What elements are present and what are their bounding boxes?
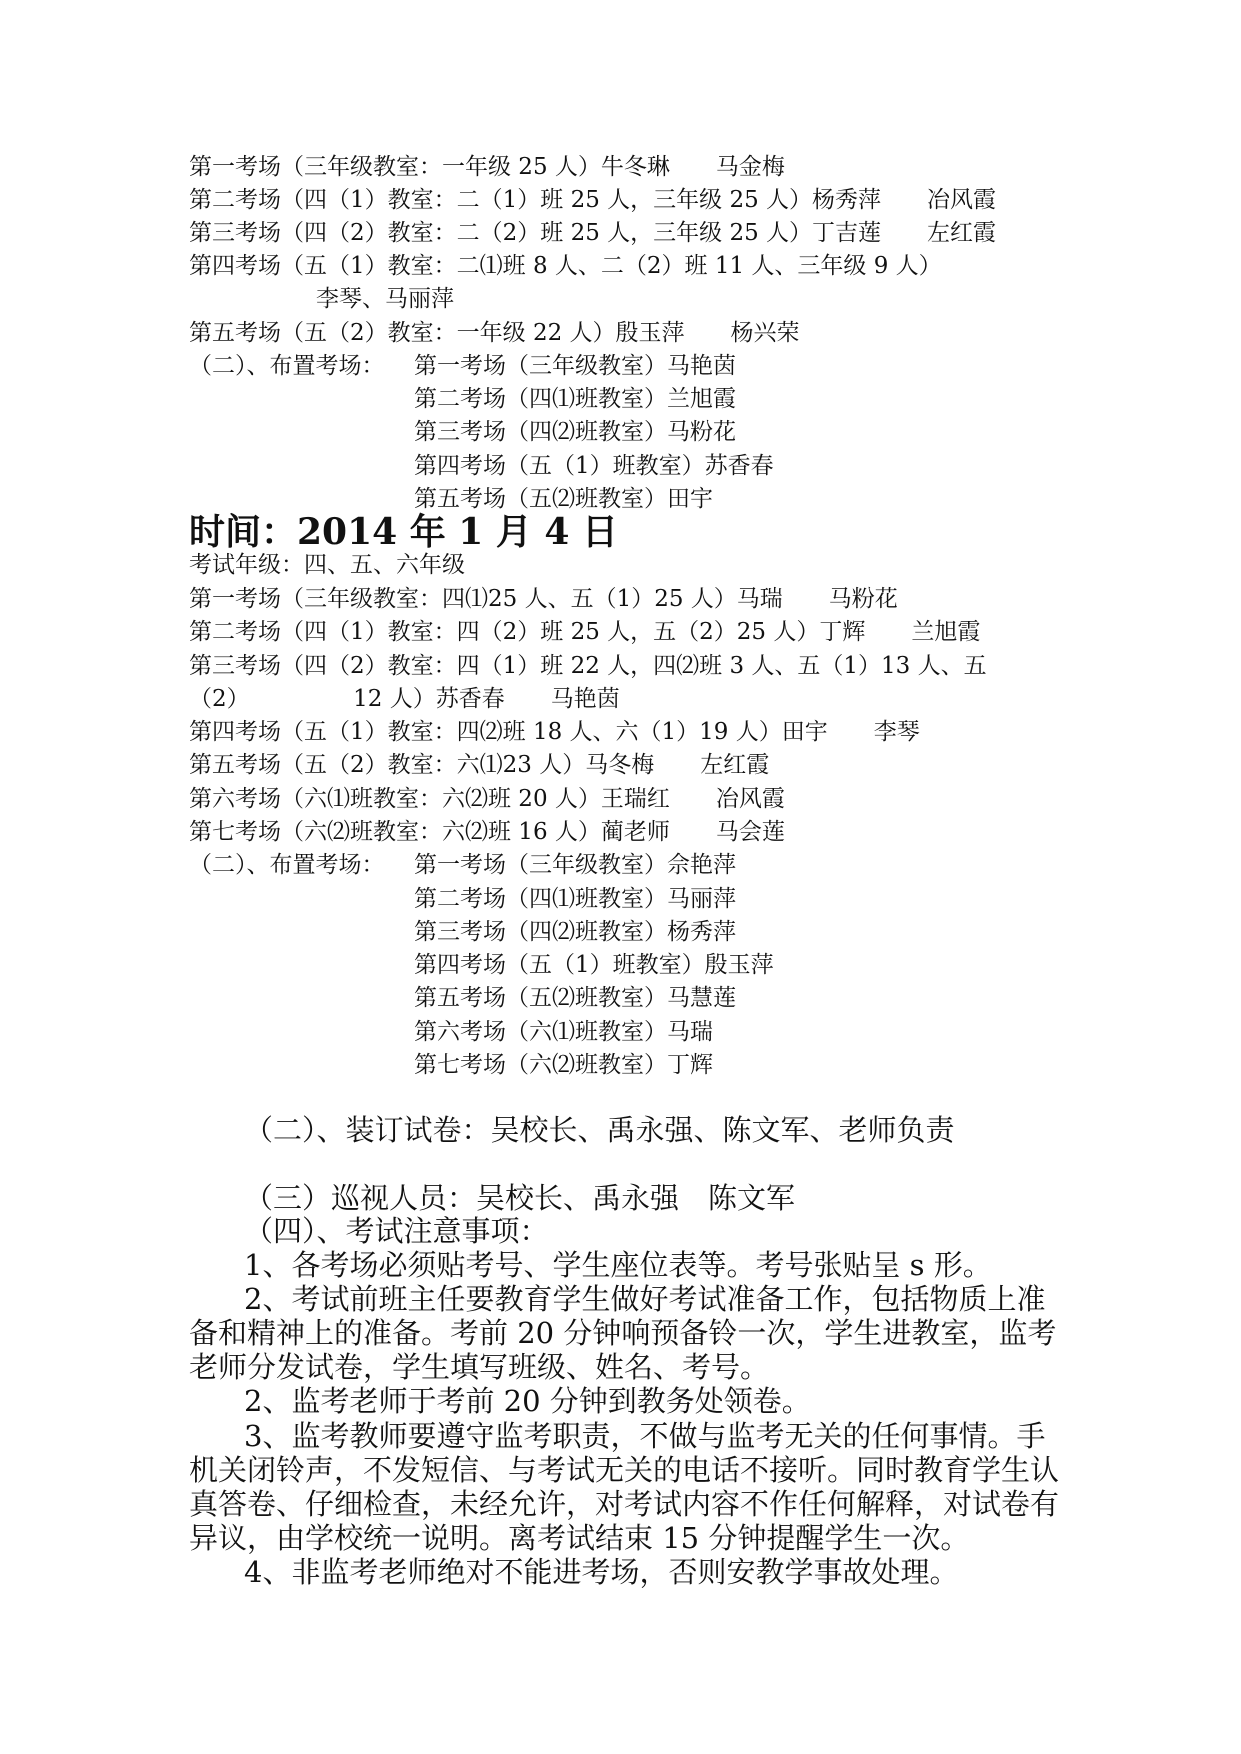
day1-setup-1: 第一考场（三年级教室）马艳茵 [414,353,736,379]
day2-setup-3: 第三考场（四⑵班教室）杨秀萍 [414,919,736,945]
day2-room-7: 第七考场（六⑵班教室：六⑵班 16 人）蔺老师 马会莲 [189,819,785,845]
day2-setup-5: 第五考场（五⑵班教室）马慧莲 [414,985,736,1011]
binding-section: （二）、装订试卷：吴校长、禹永强、陈文军、老师负责 [244,1113,955,1147]
day1-room-1: 第一考场（三年级教室：一年级 25 人）牛冬琳 马金梅 [189,154,785,180]
day1-room-5: 第五考场（五（2）教室：一年级 22 人）殷玉萍 杨兴荣 [189,320,800,346]
day2-setup-1: 第一考场（三年级教室）佘艳萍 [414,852,736,878]
day1-room-3: 第三考场（四（2）教室：二（2）班 25 人，三年级 25 人）丁吉莲 左红霞 [189,220,997,246]
day2-setup-7: 第七考场（六⑵班教室）丁辉 [414,1052,713,1078]
day2-room-2: 第二考场（四（1）教室：四（2）班 25 人，五（2）25 人）丁辉 兰旭霞 [189,619,981,645]
note-2-line-2: 备和精神上的准备。考前 20 分钟响预备铃一次，学生进教室，监考 [189,1316,1057,1350]
day1-room-4-proctors: 李琴、马丽萍 [316,286,454,312]
day2-room-4: 第四考场（五（1）教室：四⑵班 18 人、六（1）19 人）田宇 李琴 [189,719,920,745]
day2-room-3-continued: （2） 12 人）苏香春 马艳茵 [189,686,620,712]
patrol-section: （三）巡视人员：吴校长、禹永强 陈文军 [244,1181,796,1215]
notes-title: （四）、考试注意事项： [244,1214,549,1248]
note-4-line-4: 异议，由学校统一说明。离考试结束 15 分钟提醒学生一次。 [189,1521,970,1555]
day2-setup-2: 第二考场（四⑴班教室）马丽萍 [414,886,736,912]
note-1: 1、各考场必须贴考号、学生座位表等。考号张贴呈 s 形。 [244,1248,992,1282]
day2-room-1: 第一考场（三年级教室：四⑴25 人、五（1）25 人）马瑞 马粉花 [189,586,898,612]
day1-setup-3: 第三考场（四⑵班教室）马粉花 [414,419,736,445]
day1-setup-2: 第二考场（四⑴班教室）兰旭霞 [414,386,736,412]
day1-setup-5: 第五考场（五⑵班教室）田宇 [414,486,713,512]
day2-room-6: 第六考场（六⑴班教室：六⑵班 20 人）王瑞红 冶风霞 [189,786,785,812]
day1-setup-label: （二）、布置考场： [189,353,385,379]
day2-grade: 考试年级：四、五、六年级 [189,552,465,578]
day2-heading: 时间：2014 年 1 月 4 日 [189,511,618,553]
note-4-line-3: 真答卷、仔细检查，未经允许，对考试内容不作任何解释，对试卷有 [189,1487,1060,1521]
day2-setup-4: 第四考场（五（1）班教室）殷玉萍 [414,952,774,978]
day2-setup-6: 第六考场（六⑴班教室）马瑞 [414,1019,713,1045]
note-4-line-2: 机关闭铃声，不发短信、与考试无关的电话不接听。同时教育学生认 [189,1453,1060,1487]
day1-room-4: 第四考场（五（1）教室：二⑴班 8 人、二（2）班 11 人、三年级 9 人） [189,253,942,279]
day1-room-2: 第二考场（四（1）教室：二（1）班 25 人，三年级 25 人）杨秀萍 冶风霞 [189,187,997,213]
day2-setup-label: （二）、布置考场： [189,852,385,878]
note-2-line-3: 老师分发试卷，学生填写班级、姓名、考号。 [189,1350,770,1384]
note-3: 2、监考老师于考前 20 分钟到教务处领卷。 [244,1384,811,1418]
day2-room-5: 第五考场（五（2）教室：六⑴23 人）马冬梅 左红霞 [189,752,770,778]
note-4: 3、监考教师要遵守监考职责，不做与监考无关的任何事情。手 [244,1419,1046,1453]
note-5: 4、非监考老师绝对不能进考场，否则安教学事故处理。 [244,1555,959,1589]
day1-setup-4: 第四考场（五（1）班教室）苏香春 [414,453,774,479]
day2-room-3: 第三考场（四（2）教室：四（1）班 22 人，四⑵班 3 人、五（1）13 人、五 [189,653,987,679]
note-2: 2、考试前班主任要教育学生做好考试准备工作，包括物质上准 [244,1282,1046,1316]
